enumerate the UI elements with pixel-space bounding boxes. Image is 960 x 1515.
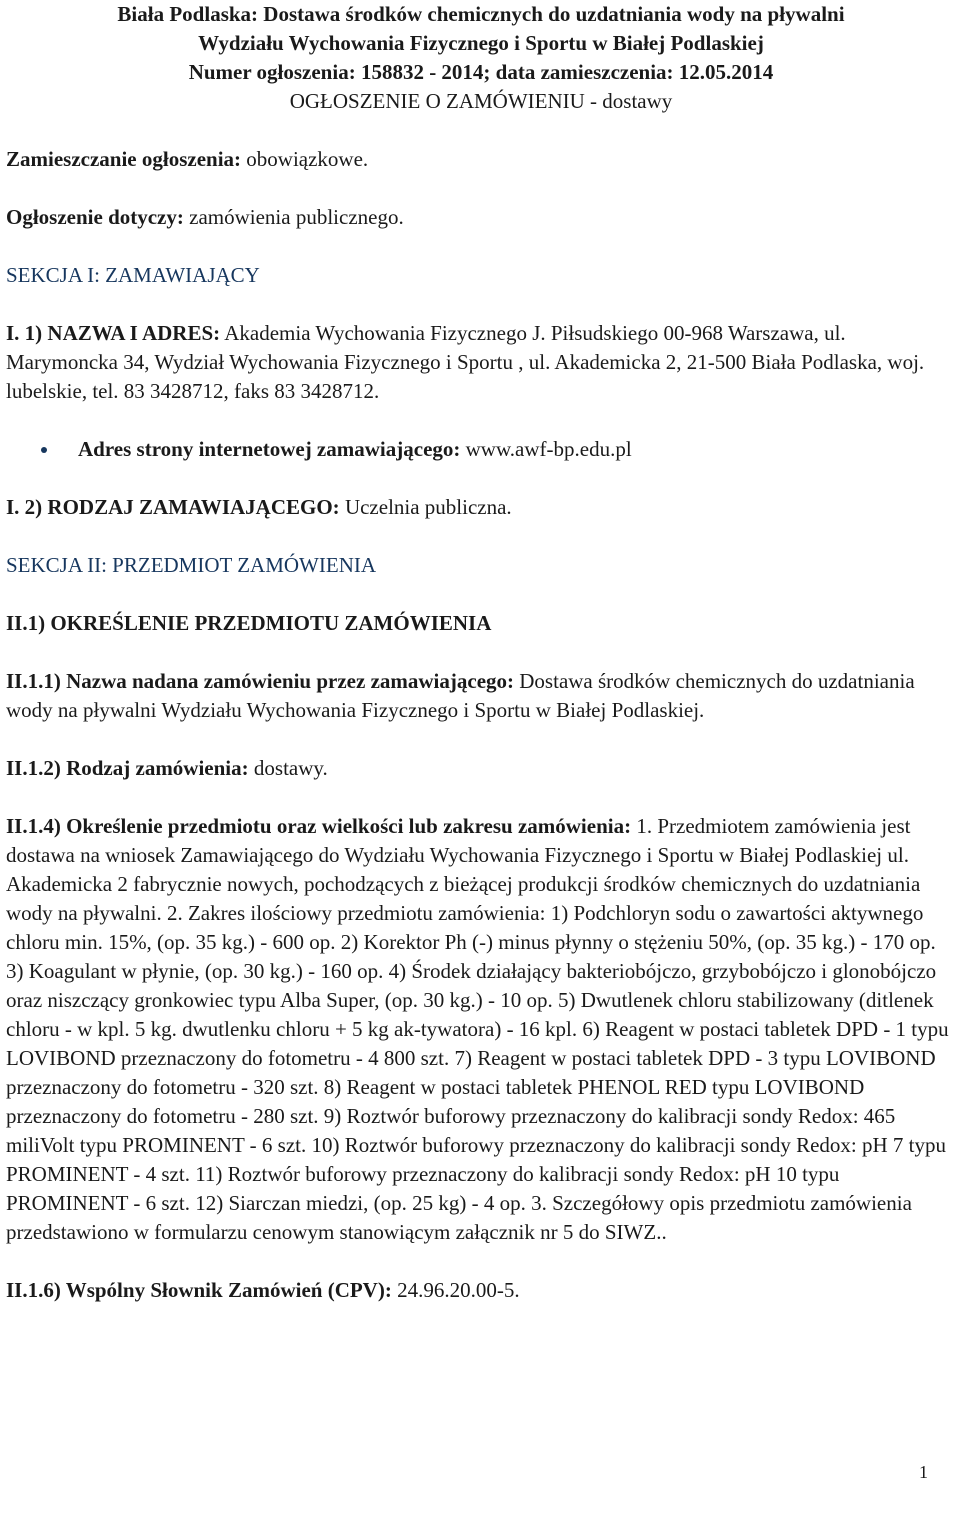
item-2-1-4: [6, 812, 956, 1247]
item-2-1-1-label: II.1.1) Nazwa nadana zamówieniu przez zamawiającego:: [6, 669, 515, 693]
contracting-authority-type: [6, 493, 956, 522]
name-address-label: I. 1) NAZWA I ADRES:: [6, 321, 221, 345]
authority-type-label: I. 2) RODZAJ ZAMAWIAJĄCEGO:: [6, 495, 340, 519]
header-title-line-2: Wydziału Wychowania Fizycznego i Sportu w Białej Podlaskiej: [198, 31, 764, 55]
item-2-1-4-value: 1. Przedmiotem zamówienia jest dostawa na wniosek Zamawiającego do Wydziału Wychowania Fizycznego i Sportu w Białej Podlaskiej ul. Akademicka 2 fabrycznie nowych, pochodzących z bieżącej produkcji środków chemicznych do uzdatniania wody na pływalni. 2. Zakres ilościowy przedmiotu zamówienia: 1) Podchloryn sodu o zawartości aktywnego chloru min. 15%, (op. 35 kg.) - 600 op. 2) Korektor Ph (-) minus płynny o stężeniu 50%, (op. 35 kg.) - 170 op. 3) Koagulant w płynie, (op. 30 kg.) - 160 op. 4) Środek działający bakteriobójczo, grzybobójczo i glonobójczo oraz niszczący gronkowiec typu Alba Super, (op. 30 kg.) - 10 op. 5) Dwutlenek chloru stabilizowany (ditlenek chloru - w kpl. 5 kg. dwutlenku chloru + 5 kg ak-tywatora) - 16 kpl. 6) Reagent w postaci tabletek DPD - 1 typu LOVIBOND przeznaczony do fotometru - 4 800 szt. 7) Reagent w postaci tabletek DPD - 3 typu LOVIBOND przeznaczony do fotometru - 320 szt. 8) Reagent w postaci tabletek PHENOL RED typu LOVIBOND przeznaczony do fotometru - 280 szt. 9) Roztwór buforowy przeznaczony do kalibracji sondy Redox: 465 miliVolt typu PROMINENT - 6 szt. 10) Roztwór buforowy przeznaczony do kalibracji sondy Redox: pH 7 typu PROMINENT - 4 szt. 11) Roztwór buforowy przeznaczony do kalibracji sondy Redox: pH 10 typu PROMINENT - 6 szt. 12) Siarczan miedzi, (op. 25 kg) - 4 op. 3. Szczegółowy opis przedmiotu zamówienia przedstawiono w formularzu cenowym stanowiącym załącznik nr 5 do SIWZ..: [6, 814, 949, 1244]
placement-value: obowiązkowe.: [241, 147, 369, 171]
placement-row: [6, 145, 956, 174]
item-2-1-4-label: II.1.4) Określenie przedmiotu oraz wielkości lub zakresu zamówienia:: [6, 814, 632, 838]
authority-type-value: Uczelnia publiczna.: [339, 495, 512, 519]
item-2-1-1: [6, 667, 956, 725]
section-2-title: SEKCJA II: PRZEDMIOT ZAMÓWIENIA: [6, 553, 377, 577]
concerns-value: zamówienia publicznego.: [183, 205, 404, 229]
concerns-row: [6, 203, 956, 232]
section-1-name-address: [6, 319, 956, 406]
website-row: [6, 435, 956, 464]
item-2-1-2-label: II.1.2) Rodzaj zamówienia:: [6, 756, 249, 780]
item-2-1-1-value: Dostawa środków chemicznych do uzdatniania wody na pływalni Wydziału Wychowania Fizycznego i Sportu w Białej Podlaskiej.: [6, 669, 915, 722]
header-notice-number: Numer ogłoszenia: 158832 - 2014; data zamieszczenia: 12.05.2014: [188, 60, 774, 84]
item-2-1-6-label: II.1.6) Wspólny Słownik Zamówień (CPV):: [6, 1278, 392, 1302]
document-page: [6, 0, 956, 1305]
placement-label: Zamieszczanie ogłoszenia:: [6, 147, 242, 171]
section-1-title: SEKCJA I: ZAMAWIAJĄCY: [6, 263, 260, 287]
item-2-1-6: [6, 1276, 956, 1305]
website-label: Adres strony internetowej zamawiającego:: [78, 437, 461, 461]
page-number: 1: [919, 1462, 928, 1482]
item-2-1-2-value: dostawy.: [248, 756, 328, 780]
item-2-1-2: [6, 754, 956, 783]
concerns-label: Ogłoszenie dotyczy:: [6, 205, 184, 229]
bullet-icon: [41, 447, 47, 453]
name-address-value: Akademia Wychowania Fizycznego J. Piłsudskiego 00-968 Warszawa, ul. Marymoncka 34, Wydział Wychowania Fizycznego i Sportu , ul. Akademicka 2, 21-500 Biała Podlaska, woj. lubelskie, tel. 83 3428712, faks 83 3428712.: [6, 321, 925, 403]
section-2-subtitle: II.1) OKREŚLENIE PRZEDMIOTU ZAMÓWIENIA: [6, 611, 492, 635]
document-header: [6, 0, 956, 116]
website-value: www.awf-bp.edu.pl: [460, 437, 632, 461]
header-title-line-1: Biała Podlaska: Dostawa środków chemicznych do uzdatniania wody na pływalni: [117, 2, 845, 26]
header-notice-type: OGŁOSZENIE O ZAMÓWIENIU - dostawy: [289, 89, 673, 113]
item-2-1-6-value: 24.96.20.00-5.: [391, 1278, 520, 1302]
